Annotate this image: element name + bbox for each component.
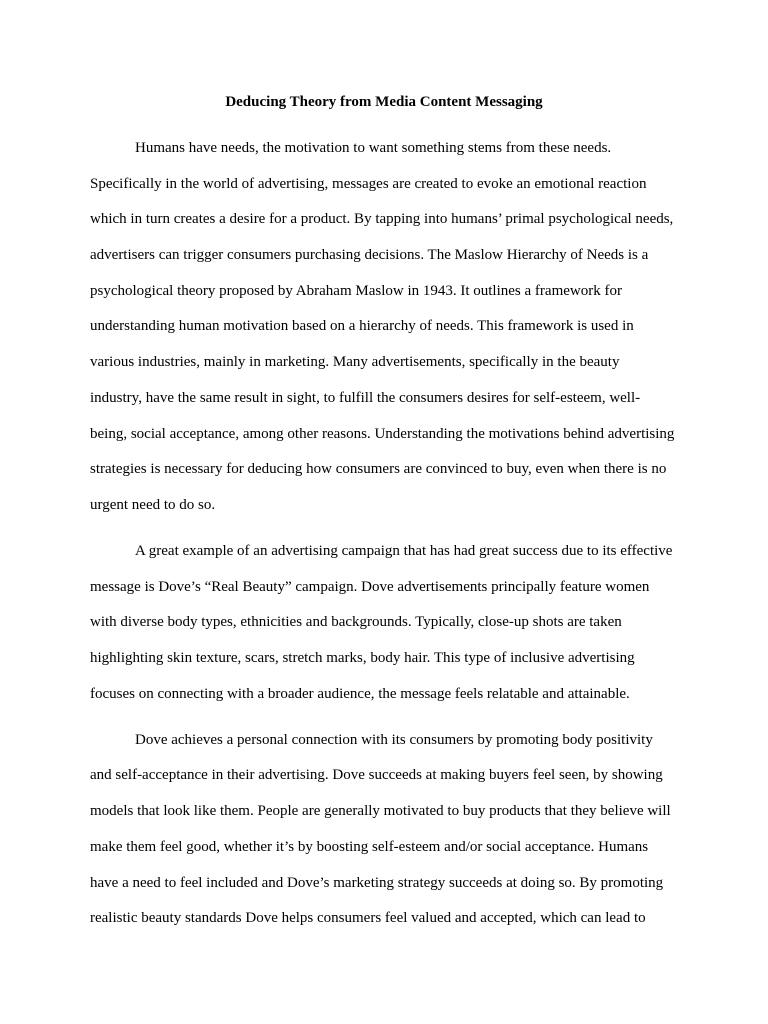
paragraph-3-line-6: realistic beauty standards Dove helps consumers feel valued and accepted, which can lead to: [90, 910, 646, 926]
paragraph-1-line-2: Specifically in the world of advertising, messages are created to evoke an emotional reaction: [90, 176, 647, 192]
paragraph-2-line-4: highlighting skin texture, scars, stretch marks, body hair. This type of inclusive advertising: [90, 650, 635, 666]
paragraph-1-line-5: psychological theory proposed by Abraham Maslow in 1943. It outlines a framework for: [90, 283, 622, 299]
paragraph-1-line-8: industry, have the same result in sight, to fulfill the consumers desires for self-esteem, well-: [90, 390, 641, 406]
paragraph-1-line-7: various industries, mainly in marketing. Many advertisements, specifically in the beauty: [90, 354, 620, 370]
paragraph-3-line-3: models that look like them. People are generally motivated to buy products that they believe will: [90, 803, 671, 819]
paragraph-2-line-3: with diverse body types, ethnicities and backgrounds. Typically, close-up shots are taken: [90, 614, 622, 630]
paragraph-1-line-3: which in turn creates a desire for a product. By tapping into humans’ primal psychological needs,: [90, 211, 674, 227]
paragraph-3-line-5: have a need to feel included and Dove’s marketing strategy succeeds at doing so. By promoting: [90, 875, 664, 891]
paragraph-1-line-10: strategies is necessary for deducing how consumers are convinced to buy, even when there is no: [90, 461, 667, 477]
paragraph-3-line-4: make them feel good, whether it’s by boosting self-esteem and/or social acceptance. Humans: [90, 839, 649, 855]
paragraph-1-line-11: urgent need to do so.: [90, 497, 216, 513]
paragraph-2-line-1: A great example of an advertising campaign that has had great success due to its effective: [135, 543, 673, 559]
paragraph-1-line-4: advertisers can trigger consumers purchasing decisions. The Maslow Hierarchy of Needs is a: [90, 247, 649, 263]
document-title: Deducing Theory from Media Content Messaging: [225, 94, 543, 110]
paragraph-1-line-9: being, social acceptance, among other reasons. Understanding the motivations behind advertising: [90, 426, 675, 442]
paragraph-1-line-6: understanding human motivation based on a hierarchy of needs. This framework is used in: [90, 318, 634, 334]
paragraph-3-line-1: Dove achieves a personal connection with its consumers by promoting body positivity: [135, 732, 653, 748]
paragraph-3-line-2: and self-acceptance in their advertising. Dove succeeds at making buyers feel seen, by showing: [90, 767, 663, 783]
paragraph-2-line-2: message is Dove’s “Real Beauty” campaign. Dove advertisements principally feature women: [90, 579, 650, 595]
paragraph-1-line-1: Humans have needs, the motivation to want something stems from these needs.: [135, 140, 612, 156]
paragraph-2-line-5: focuses on connecting with a broader audience, the message feels relatable and attainable.: [90, 686, 630, 702]
